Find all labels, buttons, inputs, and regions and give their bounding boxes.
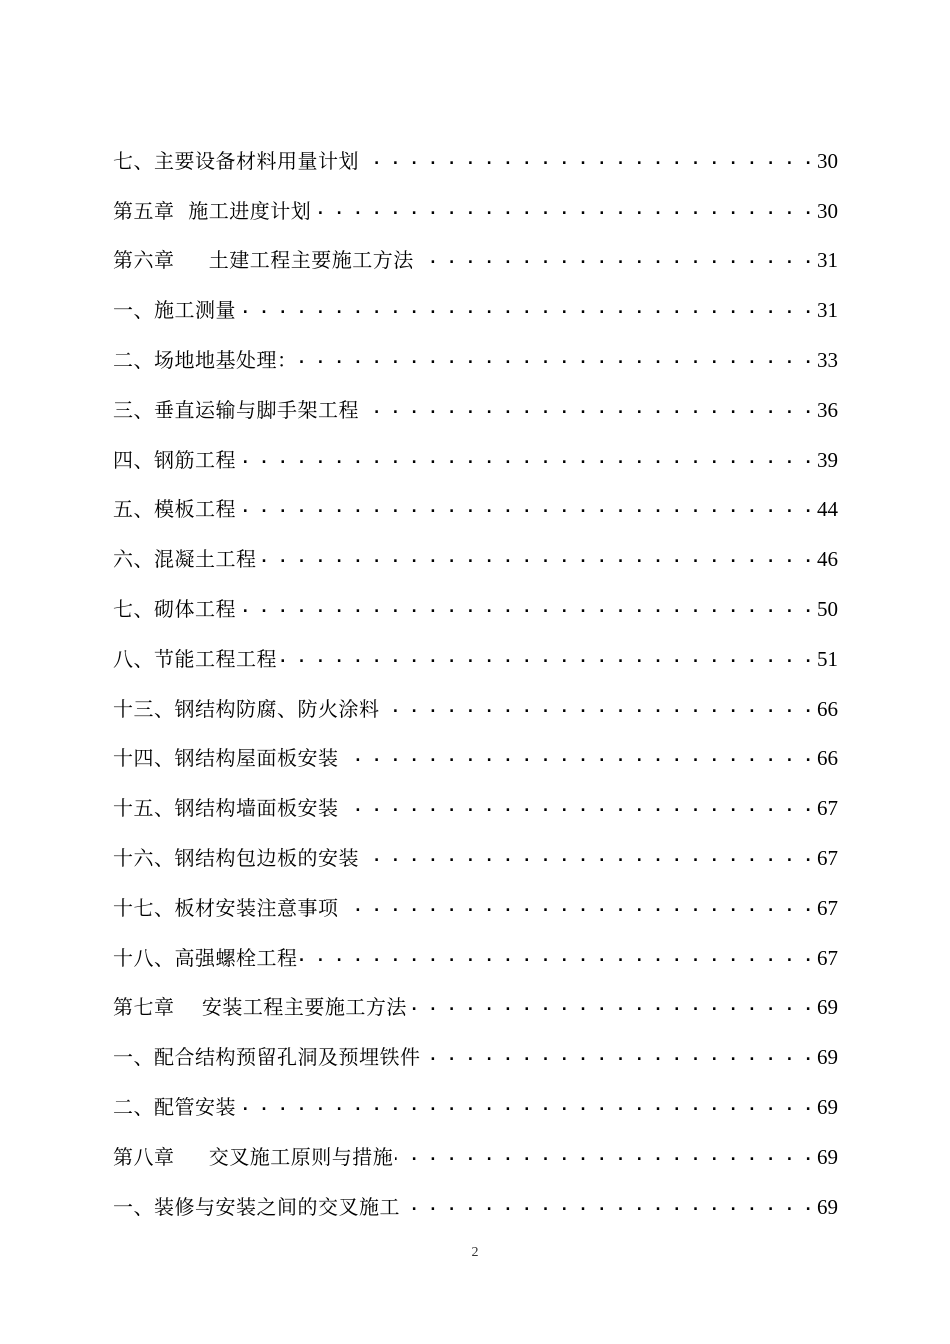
- toc-dot-leader: [300, 946, 814, 970]
- toc-entry-page: 36: [817, 397, 838, 422]
- toc-dot-leader: [382, 697, 814, 721]
- toc-entry-title: 第六章 土建工程主要施工方法: [113, 248, 414, 273]
- toc-entry-page: 39: [817, 447, 838, 472]
- toc-entry-title: 第五章 施工进度计划: [113, 198, 312, 223]
- toc-entry-page: 30: [817, 148, 838, 173]
- toc-entry-title: 十三、钢结构防腐、防火涂料: [113, 696, 380, 721]
- toc-entry[interactable]: [113, 1069, 838, 1119]
- toc-entry[interactable]: [113, 870, 838, 920]
- toc-entry-title: 第八章 交叉施工原则与措施: [113, 1144, 394, 1169]
- toc-entry-page: 33: [817, 347, 838, 372]
- toc-dot-leader: [416, 248, 813, 272]
- toc-entry[interactable]: [113, 621, 838, 671]
- toc-entry-page: 69: [817, 995, 838, 1020]
- toc-entry[interactable]: [113, 173, 838, 223]
- table-of-contents: [113, 123, 838, 1219]
- toc-entry-title: 十七、板材安装注意事项: [113, 895, 339, 920]
- toc-entry[interactable]: [113, 123, 838, 173]
- toc-dot-leader: [238, 597, 813, 621]
- toc-entry[interactable]: [113, 422, 838, 472]
- toc-entry[interactable]: [113, 920, 838, 970]
- toc-entry-page: 30: [817, 198, 838, 223]
- toc-entry-page: 67: [817, 895, 838, 920]
- toc-entry-title: 第七章 安装工程主要施工方法: [113, 995, 407, 1020]
- toc-entry-title: 七、砌体工程: [113, 596, 236, 621]
- toc-entry[interactable]: [113, 1169, 838, 1219]
- toc-entry[interactable]: [113, 521, 838, 571]
- toc-dot-leader: [279, 647, 813, 671]
- toc-dot-leader: [259, 547, 814, 571]
- toc-entry-title: 十六、钢结构包边板的安装: [113, 845, 359, 870]
- toc-entry-page: 67: [817, 845, 838, 870]
- toc-entry[interactable]: [113, 472, 838, 522]
- toc-entry[interactable]: [113, 223, 838, 273]
- toc-entry-page: 69: [817, 1144, 838, 1169]
- toc-entry-page: 69: [817, 1045, 838, 1070]
- toc-entry-page: 31: [817, 298, 838, 323]
- toc-dot-leader: [423, 1045, 814, 1069]
- toc-entry-title: 七、主要设备材料用量计划: [113, 148, 359, 173]
- toc-dot-leader: [402, 1195, 813, 1219]
- toc-dot-leader: [238, 448, 813, 472]
- toc-entry-title: 十四、钢结构屋面板安装: [113, 746, 339, 771]
- toc-entry-page: 31: [817, 248, 838, 273]
- toc-entry-title: 十五、钢结构墙面板安装: [113, 796, 339, 821]
- toc-entry-title: 一、配合结构预留孔洞及预埋铁件: [113, 1045, 421, 1070]
- toc-entry-page: 50: [817, 596, 838, 621]
- toc-dot-leader: [238, 1095, 813, 1119]
- toc-entry[interactable]: [113, 372, 838, 422]
- toc-entry-title: 二、场地地基处理：: [113, 347, 298, 372]
- toc-entry-title: 一、施工测量: [113, 298, 236, 323]
- toc-dot-leader: [409, 995, 813, 1019]
- toc-entry-page: 46: [817, 547, 838, 572]
- toc-dot-leader: [341, 796, 814, 820]
- toc-entry-title: 十八、高强螺栓工程: [113, 945, 298, 970]
- toc-entry-page: 67: [817, 945, 838, 970]
- toc-dot-leader: [361, 846, 813, 870]
- toc-entry-title: 四、钢筋工程: [113, 447, 236, 472]
- toc-entry[interactable]: [113, 1019, 838, 1069]
- toc-entry-page: 69: [817, 1194, 838, 1219]
- toc-entry-page: 44: [817, 497, 838, 522]
- toc-dot-leader: [361, 149, 813, 173]
- page-number: 2: [471, 1245, 479, 1260]
- toc-entry-title: 五、模板工程: [113, 497, 236, 522]
- toc-entry-page: 66: [817, 746, 838, 771]
- toc-entry-page: 66: [817, 696, 838, 721]
- toc-dot-leader: [300, 348, 814, 372]
- toc-dot-leader: [341, 896, 814, 920]
- toc-dot-leader: [238, 298, 813, 322]
- toc-dot-leader: [361, 398, 813, 422]
- toc-entry-page: 67: [817, 796, 838, 821]
- toc-dot-leader: [313, 199, 813, 223]
- toc-entry-page: 51: [817, 646, 838, 671]
- toc-entry-title: 一、装修与安装之间的交叉施工: [113, 1194, 400, 1219]
- toc-entry-title: 八、节能工程工程: [113, 646, 277, 671]
- toc-entry[interactable]: [113, 820, 838, 870]
- toc-entry-title: 三、垂直运输与脚手架工程: [113, 397, 359, 422]
- toc-dot-leader: [395, 1145, 813, 1169]
- toc-entry[interactable]: [113, 272, 838, 322]
- toc-entry-title: 六、混凝土工程: [113, 547, 257, 572]
- toc-entry[interactable]: [113, 322, 838, 372]
- toc-entry[interactable]: [113, 571, 838, 621]
- toc-entry-page: 69: [817, 1094, 838, 1119]
- toc-dot-leader: [238, 497, 813, 521]
- toc-entry[interactable]: [113, 770, 838, 820]
- toc-entry[interactable]: [113, 671, 838, 721]
- toc-entry[interactable]: [113, 1119, 838, 1169]
- toc-entry-title: 二、配管安装: [113, 1094, 236, 1119]
- toc-entry[interactable]: [113, 721, 838, 771]
- toc-dot-leader: [341, 746, 814, 770]
- toc-entry[interactable]: [113, 970, 838, 1020]
